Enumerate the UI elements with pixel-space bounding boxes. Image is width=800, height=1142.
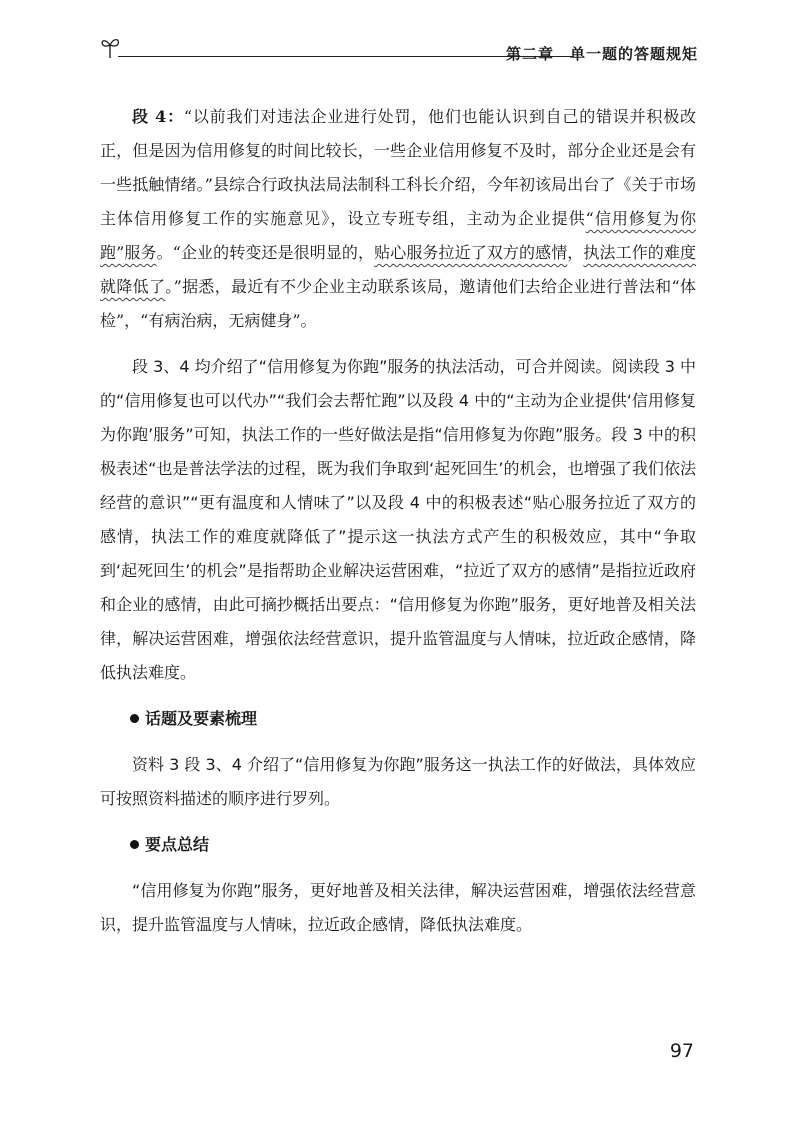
page-body xyxy=(100,100,696,954)
bullet-icon xyxy=(130,840,139,849)
source-text: 。”据悉，最近有不少企业主动联系该局，邀请他们去给企业进行普法和“体检”，“有病治病，无病健身”。 xyxy=(100,277,696,330)
topic-heading xyxy=(100,702,696,736)
wavy-underlined-phrase: 执法工作的难度就降低了 xyxy=(100,243,696,296)
source-paragraph-4 xyxy=(100,100,696,338)
chapter-heading xyxy=(506,43,698,64)
summary-heading-text: 要点总结 xyxy=(145,835,210,854)
source-text: 。“企业的转变还是很明显的， xyxy=(156,243,375,262)
source-text: “以前我们对违法企业进行处罚，他们也能认识到自己的错误并积极改正，但是因为信用修复的时间比较长，一些企业信用修复不及时，部分企业还是会有一些抵触情绪。”县综合行政执法局法制科工科长介绍，今年初该局出台了《关于市场主体信用修复工作的实施意见》，设立专班专组，主动为企业提供 xyxy=(100,107,696,228)
chapter-number: 第二章 xyxy=(505,45,554,63)
page-number: 97 xyxy=(669,1040,694,1062)
topic-paragraph: 资料 3 段 3、4 介绍了“信用修复为你跑”服务这一执法工作的好做法，具体效应可按照资料描述的顺序进行罗列。 xyxy=(100,755,696,808)
wavy-underlined-phrase: “信用修复为你跑”服务 xyxy=(100,209,696,262)
paragraph-label: 段 4： xyxy=(132,107,184,126)
wavy-underlined-phrase: 贴心服务拉近了双方的感情 xyxy=(374,243,568,262)
running-header xyxy=(98,34,698,64)
topic-heading-text: 话题及要素梳理 xyxy=(145,709,258,728)
bullet-icon xyxy=(130,714,139,723)
source-text: ， xyxy=(567,243,584,262)
analysis-paragraph: 段 3、4 均介绍了“信用修复为你跑”服务的执法活动，可合并阅读。阅读段 3 中的“信用修复也可以代办”“我们会去帮忙跑”以及段 4 中的“主动为企业提供‘信用修复为你跑’服务”可知，执法工作的一些好做法是指“信用修复为你跑”服务。段 3 中的积极表述“也是普法学法的过程，既为我们争取到‘起死回生’的机会，也增强了我们依法经营的意识”“更有温度和人情味了”以及段 4 中的积极表述“贴心服务拉近了双方的感情，执法工作的难度就降低了”提示这一执法方式产生的积极效应，其中“争取到‘起死回生’的机会”是指帮助企业解决运营困难，“拉近了双方的感情”是指拉近政府和企业的感情，由此可摘抄概括出要点：“信用修复为你跑”服务，更好地普及相关法律，解决运营困难，增强依法经营意识，提升监管温度与人情味，拉近政企感情，降低执法难度。 xyxy=(100,357,696,682)
summary-heading xyxy=(100,828,696,862)
summary-paragraph: “信用修复为你跑”服务，更好地普及相关法律，解决运营困难，增强依法经营意识，提升监管温度与人情味，拉近政企感情，降低执法难度。 xyxy=(100,881,696,934)
chapter-title: 单一题的答题规矩 xyxy=(569,45,698,63)
